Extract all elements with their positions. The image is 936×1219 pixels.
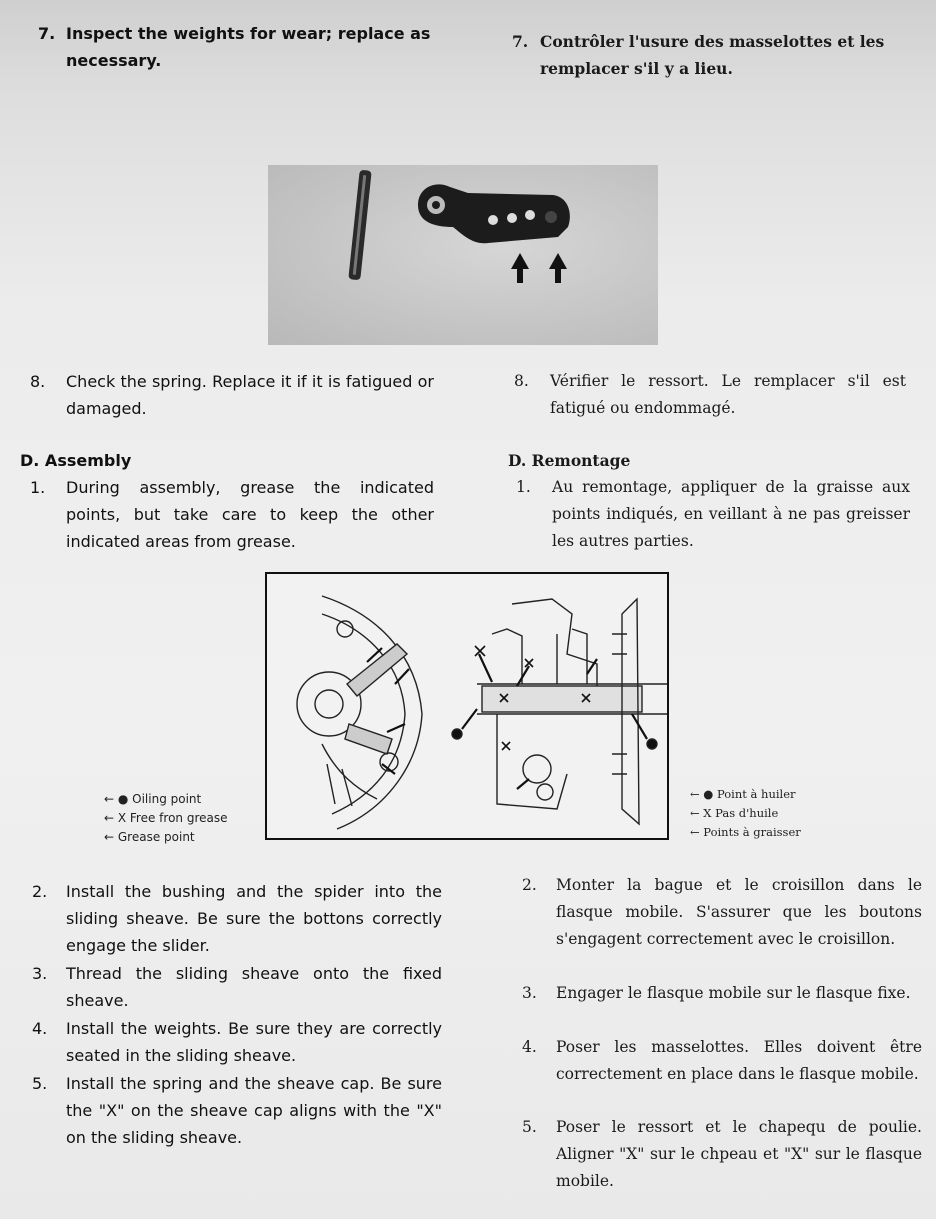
step-number: 7. bbox=[512, 32, 529, 51]
step-3-en bbox=[32, 960, 442, 1014]
step-text: Install the bushing and the spider into the sliding sheave. Be sure the bottons correctly engage the slider. bbox=[66, 882, 442, 955]
step-number: 7. bbox=[38, 24, 56, 43]
step-text: Engager le flasque mobile sur le flasque fixe. bbox=[556, 984, 911, 1002]
legend-pas-d-huile: ← X Pas d'huile bbox=[690, 806, 779, 820]
legend-free-from-grease: ← X Free fron grease bbox=[104, 811, 228, 825]
step-8-fr bbox=[514, 368, 906, 422]
step-number: 3. bbox=[32, 964, 48, 983]
weight-photo bbox=[268, 165, 658, 345]
step-text: Poser le ressort et le chapequ de poulie. Aligner "X" sur le chpeau et "X" sur le flasque mobile. bbox=[556, 1118, 922, 1190]
step-number: 2. bbox=[522, 876, 537, 894]
step-number: 4. bbox=[32, 1019, 48, 1038]
step-1-en bbox=[30, 474, 434, 555]
step-4-en bbox=[32, 1015, 442, 1069]
step-1-fr bbox=[516, 474, 910, 555]
step-text: Monter la bague et le croisillon dans le flasque mobile. S'assurer que les boutons s'engagent correctement avec le croisillon. bbox=[556, 876, 922, 948]
step-text: During assembly, grease the indicated points, but take care to keep the other indicated areas from grease. bbox=[66, 478, 434, 551]
legend-grease-point: ← Grease point bbox=[104, 830, 195, 844]
step-text: Thread the sliding sheave onto the fixed sheave. bbox=[66, 964, 442, 1010]
step-3-fr bbox=[522, 980, 922, 1007]
diagram-legend-fr bbox=[690, 785, 801, 842]
step-number: 4. bbox=[522, 1038, 537, 1056]
step-5-fr bbox=[522, 1114, 922, 1195]
step-number: 1. bbox=[516, 478, 531, 496]
step-text: Contrôler l'usure des masselottes et les remplacer s'il y a lieu. bbox=[540, 32, 885, 78]
diagram-legend-en bbox=[104, 790, 228, 847]
step-text: Install the spring and the sheave cap. Be sure the "X" on the sheave cap aligns with the "X" on the sliding sheave. bbox=[66, 1074, 442, 1147]
step-number: 8. bbox=[514, 372, 529, 390]
step-number: 2. bbox=[32, 882, 48, 901]
step-text: Install the weights. Be sure they are correctly seated in the sliding sheave. bbox=[66, 1019, 442, 1065]
legend-oiling-point: ← ● Oiling point bbox=[104, 792, 202, 806]
assembly-diagram bbox=[265, 572, 669, 840]
section-heading-en: D. Assembly bbox=[20, 451, 132, 470]
step-number: 5. bbox=[32, 1074, 48, 1093]
step-4-fr bbox=[522, 1034, 922, 1088]
step-7-en bbox=[38, 20, 438, 74]
legend-point-a-huiler: ← ● Point à huiler bbox=[690, 787, 796, 801]
legend-points-a-graisser: ← Points à graisser bbox=[690, 825, 801, 839]
step-7-fr bbox=[512, 28, 902, 82]
step-text: Poser les masselottes. Elles doivent être correctement en place dans le flasque mobile. bbox=[556, 1038, 922, 1083]
step-text: Au remontage, appliquer de la graisse aux points indiqués, en veillant à ne pas greisser les autres parties. bbox=[552, 478, 910, 550]
step-5-en bbox=[32, 1070, 442, 1151]
step-number: 8. bbox=[30, 372, 46, 391]
step-text: Inspect the weights for wear; replace as necessary. bbox=[66, 24, 431, 70]
step-text: Vérifier le ressort. Le remplacer s'il est fatigué ou endommagé. bbox=[550, 372, 906, 417]
step-2-fr bbox=[522, 872, 922, 953]
step-text: Check the spring. Replace it if it is fatigued or damaged. bbox=[66, 372, 434, 418]
step-number: 1. bbox=[30, 478, 46, 497]
step-2-en bbox=[32, 878, 442, 959]
step-number: 3. bbox=[522, 984, 537, 1002]
step-number: 5. bbox=[522, 1118, 537, 1136]
step-8-en bbox=[30, 368, 434, 422]
section-heading-fr: D. Remontage bbox=[508, 451, 631, 470]
